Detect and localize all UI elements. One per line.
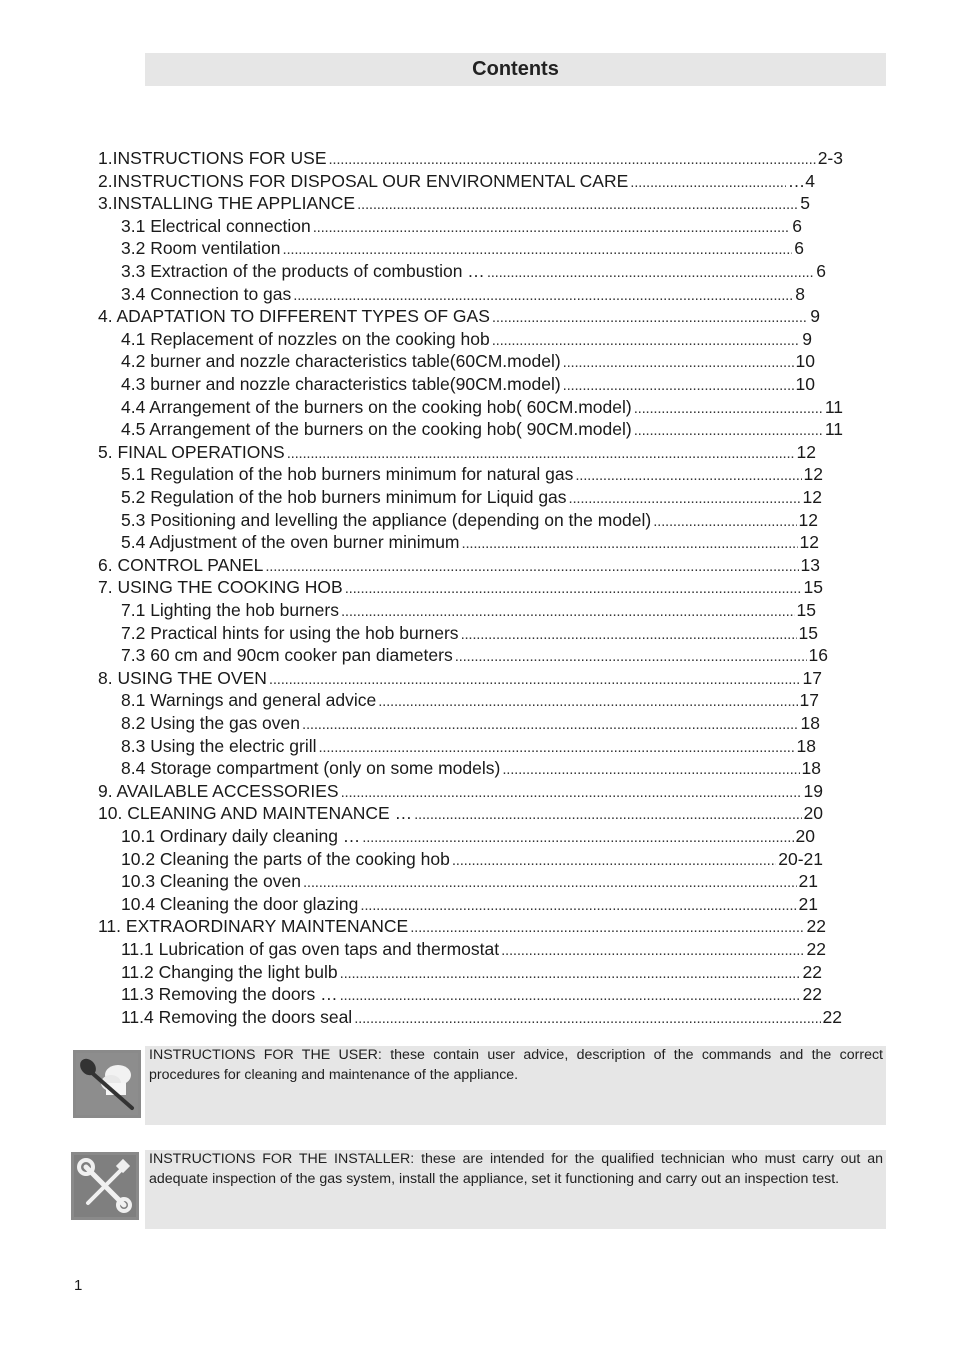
toc-label: 8. USING THE OVEN (98, 667, 267, 688)
toc-page-number: 18 (801, 758, 821, 779)
toc-page-number: 17 (802, 667, 822, 688)
toc-subsection[interactable] (121, 214, 802, 238)
toc-subsection[interactable] (121, 734, 816, 758)
toc-label: 4.4 Arrangement of the burners on the cooking hob( 60CM.model) (121, 396, 632, 417)
toc-page-number: 20 (803, 803, 823, 824)
toc-label: 5.4 Adjustment of the oven burner minimum (121, 532, 460, 553)
toc-page-number: 9 (810, 306, 820, 327)
toc-label: 10.2 Cleaning the parts of the cooking hob (121, 848, 450, 869)
toc-page-number: 16 (808, 645, 828, 666)
contents-title-bar (145, 53, 886, 86)
spoon-chef-hat-icon (73, 1050, 141, 1118)
toc-label: 8.3 Using the electric grill (121, 735, 317, 756)
toc-page-number: 2-3 (817, 148, 843, 168)
toc-subsection[interactable] (121, 1005, 842, 1029)
toc-subsection[interactable] (121, 508, 818, 532)
toc-label: 9. AVAILABLE ACCESSORIES (98, 780, 339, 801)
toc-page-number: 20-21 (778, 848, 823, 869)
toc-label: 4.5 Arrangement of the burners on the cooking hob( 90CM.model) (121, 419, 632, 440)
toc-label: 5.3 Positioning and levelling the appliance (depending on the model) (121, 509, 652, 530)
toc-page-number: 12 (803, 464, 823, 485)
toc-subsection[interactable] (121, 236, 804, 260)
toc-section[interactable] (98, 191, 810, 215)
toc-page-number: 12 (802, 487, 822, 507)
toc-page-number: 12 (799, 532, 819, 553)
toc-section[interactable] (98, 304, 820, 328)
toc-subsection[interactable] (121, 485, 822, 509)
toc-page-number: 6 (792, 215, 802, 236)
toc-page-number: 6 (794, 238, 804, 259)
toc-label: 3.1 Electrical connection (121, 215, 311, 236)
user-instructions-box (145, 1046, 886, 1125)
toc-page-number: 19 (803, 780, 823, 801)
toc-page-number: 18 (796, 735, 816, 756)
page-title: Contents (472, 58, 559, 80)
toc-subsection[interactable] (121, 847, 823, 871)
toc-label: 4.3 burner and nozzle characteristics table(90CM.model) (121, 374, 561, 394)
page-number: 1 (74, 1277, 83, 1294)
toc-label: 3.2 Room ventilation (121, 238, 281, 259)
toc-leader-dots (354, 1007, 820, 1031)
toc-page-number: 12 (796, 441, 816, 462)
toc-label: 11.4 Removing the doors seal (121, 1006, 353, 1027)
toc-page-number: 15 (803, 577, 823, 598)
toc-section[interactable] (98, 575, 823, 599)
toc-label: 11.1 Lubrication of gas oven taps and thermostat (121, 939, 500, 959)
toc-label: 5. FINAL OPERATIONS (98, 441, 285, 462)
toc-page-number: 22 (806, 916, 826, 937)
toc-subsection[interactable] (121, 372, 815, 396)
toc-page-number: 11 (824, 396, 843, 417)
toc-subsection[interactable] (121, 530, 819, 554)
toc-page-number: 22 (806, 939, 826, 959)
installer-instructions-text: INSTRUCTIONS FOR THE INSTALLER: these are intended for the qualified technician who must carry out an adequate inspection of the gas system, install the appliance, set it functioning and carry out an inspection test. (149, 1151, 883, 1187)
toc-page-number: 11 (824, 419, 843, 440)
toc-section[interactable] (98, 169, 815, 193)
toc-page-number: 5 (800, 193, 810, 214)
toc-label: 4. ADAPTATION TO DIFFERENT TYPES OF GAS (98, 306, 490, 327)
toc-label: 7.1 Lighting the hob burners (121, 600, 339, 620)
toc-subsection[interactable] (121, 756, 821, 780)
toc-subsection[interactable] (121, 327, 812, 351)
toc-label: 8.1 Warnings and general advice (121, 690, 377, 711)
toc-subsection[interactable] (121, 937, 826, 961)
toc-page-number: 12 (798, 509, 818, 530)
toc-page-number: 20 (795, 826, 815, 846)
toc-page-number: 13 (800, 554, 820, 575)
toc-label: 11.2 Changing the light bulb (121, 961, 338, 982)
toc-label: 7.2 Practical hints for using the hob burners (121, 622, 459, 643)
toc-subsection[interactable] (121, 892, 818, 916)
toc-label: 4.2 burner and nozzle characteristics table(60CM.model) (121, 351, 561, 372)
toc-subsection[interactable] (121, 462, 823, 486)
toc-subsection[interactable] (121, 982, 822, 1006)
toc-subsection[interactable] (121, 259, 826, 283)
toc-label: 10.4 Cleaning the door glazing (121, 893, 359, 914)
toc-page-number: 6 (816, 261, 826, 281)
toc-subsection[interactable] (121, 417, 843, 441)
toc-label: 6. CONTROL PANEL (98, 554, 264, 575)
toc-section[interactable] (98, 666, 822, 690)
toc-label: 10. CLEANING AND MAINTENANCE … (98, 803, 413, 824)
toc-subsection[interactable] (121, 395, 843, 419)
toc-section[interactable] (98, 146, 843, 170)
toc-subsection[interactable] (121, 598, 816, 622)
user-instructions-text: INSTRUCTIONS FOR THE USER: these contain user advice, description of the commands and the correct procedures for cleaning and maintenance of the appliance. (149, 1047, 883, 1083)
toc-page-number: 17 (799, 690, 819, 711)
toc-subsection[interactable] (121, 349, 815, 373)
toc-page-number: 22 (802, 961, 822, 982)
toc-section[interactable] (98, 914, 826, 938)
installer-instructions-box (145, 1150, 886, 1229)
toc-subsection[interactable] (121, 869, 818, 893)
toc-subsection[interactable] (121, 960, 822, 984)
toc-page-number: 10 (795, 374, 815, 394)
toc-subsection[interactable] (121, 282, 805, 306)
toc-subsection[interactable] (121, 711, 820, 735)
toc-label: 3.3 Extraction of the products of combustion … (121, 261, 485, 281)
toc-label: 5.1 Regulation of the hob burners minimum for natural gas (121, 464, 574, 485)
toc-section[interactable] (98, 440, 816, 464)
toc-label: 11.3 Removing the doors … (121, 984, 338, 1005)
toc-label: 8.2 Using the gas oven (121, 713, 301, 733)
toc-label: 3.4 Connection to gas (121, 283, 292, 304)
toc-label: 3.INSTALLING THE APPLIANCE (98, 193, 356, 214)
toc-label: 2.INSTRUCTIONS FOR DISPOSAL OUR ENVIRONMENTAL CARE (98, 170, 629, 191)
toc-label: 1.INSTRUCTIONS FOR USE (98, 148, 327, 168)
toc-section[interactable] (98, 801, 823, 825)
toc-page-number: 22 (802, 984, 822, 1005)
toc-label: 10.1 Ordinary daily cleaning … (121, 826, 361, 846)
toc-page-number: 8 (795, 283, 805, 304)
toc-page-number: 18 (800, 713, 820, 733)
wrench-screwdriver-icon (71, 1152, 139, 1220)
toc-section[interactable] (98, 779, 823, 803)
toc-label: 5.2 Regulation of the hob burners minimum for Liquid gas (121, 487, 567, 507)
toc-label: 7. USING THE COOKING HOB (98, 577, 343, 598)
toc-label: 8.4 Storage compartment (only on some models) (121, 758, 501, 779)
toc-page-number: 15 (796, 600, 816, 620)
toc-page-number: 15 (798, 622, 818, 643)
toc-label: 7.3 60 cm and 90cm cooker pan diameters (121, 645, 453, 666)
toc-section[interactable] (98, 553, 820, 577)
toc-page-number: 21 (798, 871, 818, 892)
toc-page-number: 10 (795, 351, 815, 372)
toc-subsection[interactable] (121, 824, 815, 848)
toc-page-number: 9 (802, 328, 812, 349)
toc-subsection[interactable] (121, 643, 828, 667)
toc-page-number: 21 (798, 893, 818, 914)
toc-label: 10.3 Cleaning the oven (121, 871, 301, 892)
toc-subsection[interactable] (121, 688, 819, 712)
toc-page-number: …4 (787, 170, 815, 191)
toc-page-number: 22 (822, 1006, 842, 1027)
toc-subsection[interactable] (121, 621, 818, 645)
toc-label: 4.1 Replacement of nozzles on the cooking hob (121, 328, 490, 349)
toc-label: 11. EXTRAORDINARY MAINTENANCE (98, 916, 409, 937)
